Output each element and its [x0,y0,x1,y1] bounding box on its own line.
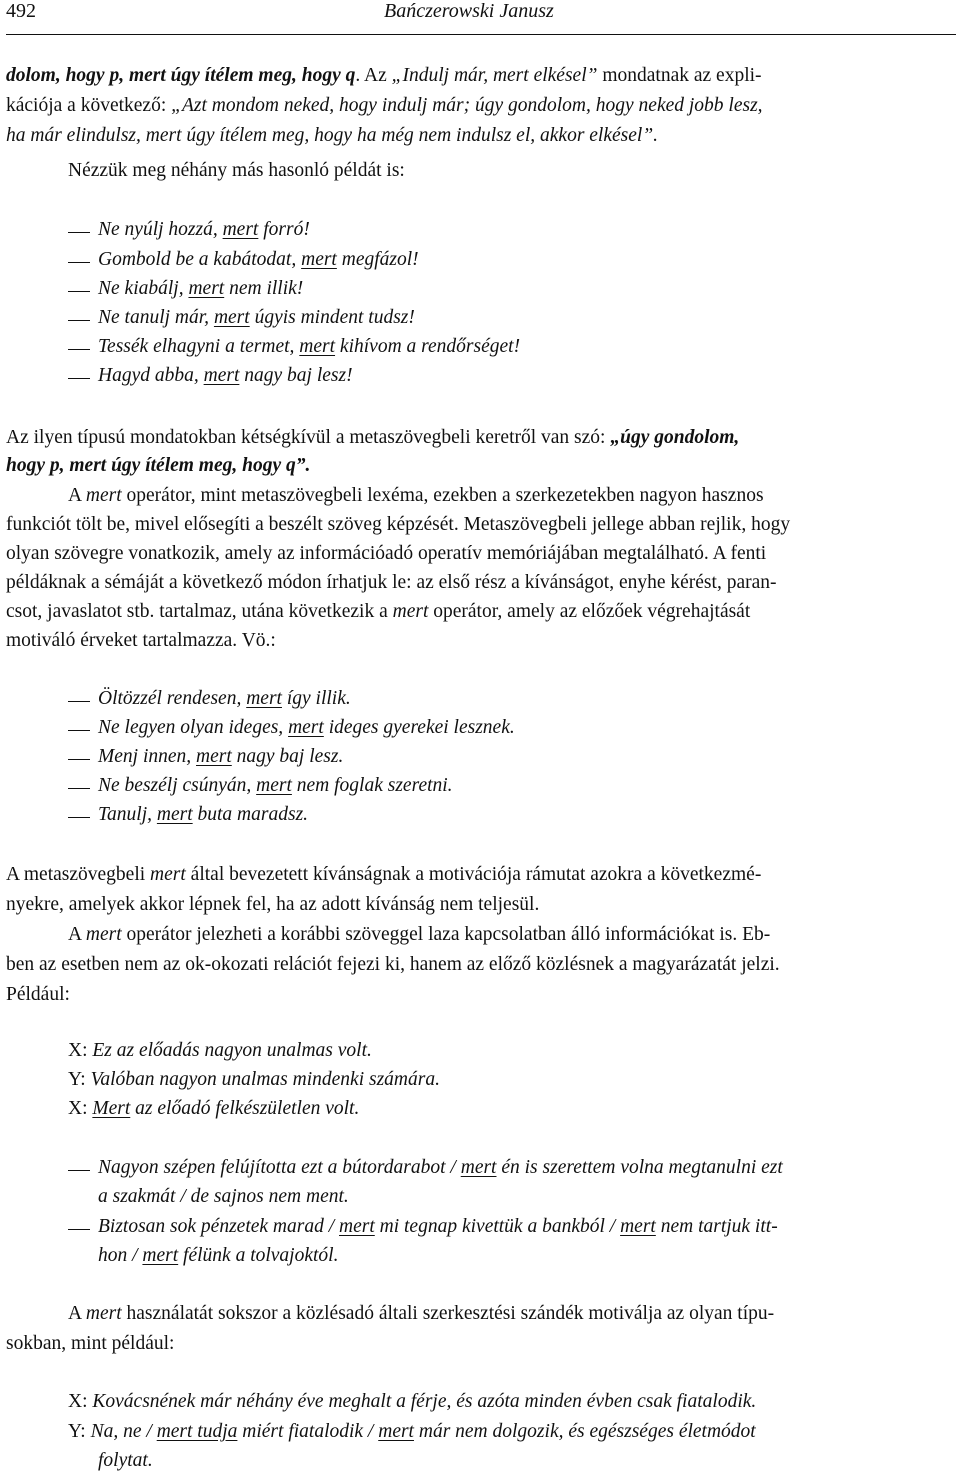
paragraph-3-line-3: A mert operátor jelezheti a korábbi szöveggel laza kapcsolatban álló információkat is. Eb- [68,924,771,945]
page-header [6,0,956,28]
list-item: Tanulj, mert buta maradsz. [98,804,309,825]
list-dash [68,759,90,760]
paragraph-3-line-1: A metaszövegbeli mert által bevezetett kívánságnak a motivációja rámutat azokra a következmé- [6,864,762,885]
list-item: X: Ez az előadás nagyon unalmas volt. [68,1040,372,1061]
list-dash [68,788,90,789]
list-dash [68,730,90,731]
running-author: Bańczerowski Janusz [384,0,554,22]
paragraph-1-line-2: kációja a következő: „Azt mondom neked, hogy indulj már; úgy gondolom, hogy neked jobb lesz, [6,95,763,116]
dialog-2-y: Y: Na, ne / mert tudja miért fiatalodik / mert már nem dolgozik, és egészséges életmódot [68,1421,756,1442]
paragraph-1-line-4: Nézzük meg néhány más hasonló példát is: [68,160,405,181]
list-3-item-2-line-2: hon / mert félünk a tolvajoktól. [98,1245,339,1266]
list-item: Ne kiabálj, mert nem illik! [98,278,304,299]
list-item: Hagyd abba, mert nagy baj lesz! [98,365,353,386]
paragraph-2-line-8: motiváló érveket tartalmazza. Vö.: [6,630,276,651]
list-dash [68,701,90,702]
paragraph-1-line-1: dolom, hogy p, mert úgy ítélem meg, hogy q. Az „Indulj már, mert elkésel” mondatnak az expli- [6,65,762,86]
list-3-item-2-line-1: Biztosan sok pénzetek marad / mert mi tegnap kivettük a bankból / mert nem tartjuk itt- [98,1216,778,1237]
list-dash [68,291,90,292]
list-item: Ne beszélj csúnyán, mert nem foglak szeretni. [98,775,453,796]
list-dash [68,349,90,350]
list-dash [68,1170,90,1171]
list-dash [68,320,90,321]
list-dash [68,1229,90,1230]
paragraph-3-line-5: Például: [6,984,70,1005]
list-dash [68,378,90,379]
paragraph-2-line-3: A mert operátor, mint metaszövegbeli lexéma, ezekben a szerkezetekben nagyon hasznos [68,485,764,506]
paragraph-3-line-4: ben az esetben nem az ok-okozati relációt fejezi ki, hanem az előző közlésnek a magyarázatát jelzi. [6,954,780,975]
list-item: Ne legyen olyan ideges, mert ideges gyerekei lesznek. [98,717,515,738]
list-dash [68,262,90,263]
list-dash [68,232,90,233]
paragraph-1-line-3: ha már elindulsz, mert úgy ítélem meg, hogy ha még nem indulsz el, akkor elkésel”. [6,125,659,146]
dialog-2-y-line-2: folytat. [98,1450,153,1471]
list-3-item-1-line-2: a szakmát / de sajnos nem ment. [98,1186,349,1207]
paragraph-4-line-2: sokban, mint például: [6,1333,175,1354]
list-item: Gombold be a kabátodat, mert megfázol! [98,249,419,270]
paragraph-4-line-1: A mert használatát sokszor a közlésadó általi szerkesztési szándék motiválja az olyan típu- [68,1303,775,1324]
list-item: X: Mert az előadó felkészületlen volt. [68,1098,360,1119]
list-item: Ne tanulj már, mert úgyis mindent tudsz! [98,307,415,328]
list-item: Öltözzél rendesen, mert így illik. [98,688,351,709]
paragraph-3-line-2: nyekre, amelyek akkor lépnek fel, ha az adott kívánság nem teljesül. [6,894,540,915]
list-item: Y: Valóban nagyon unalmas mindenki számára. [68,1069,440,1090]
paragraph-2-line-5: olyan szövegre vonatkozik, amely az információadó operatív memóriájában megtalálható. A fenti [6,543,767,564]
page-number: 492 [6,0,36,22]
paragraph-2-line-4: funkciót tölt be, mivel elősegíti a beszélt szöveg képzését. Metaszövegbeli jellege abban rejlik, hogy [6,514,791,535]
dialog-2-x: X: Kovácsnének már néhány éve meghalt a férje, és azóta minden évben csak fiatalodik. [68,1391,757,1412]
list-dash [68,817,90,818]
list-item: Ne nyúlj hozzá, mert forró! [98,219,310,240]
list-item: Menj innen, mert nagy baj lesz. [98,746,344,767]
header-rule [6,34,956,35]
paragraph-2-line-7: csot, javaslatot stb. tartalmaz, utána következik a mert operátor, amely az előzőek végrehajtását [6,601,751,622]
list-item: Tessék elhagyni a termet, mert kihívom a rendőrséget! [98,336,521,357]
paragraph-2-line-1: Az ilyen típusú mondatokban kétségkívül a metaszövegbeli keretről van szó: „úgy gondolom, [6,427,740,448]
paragraph-2-line-2: hogy p, mert úgy ítélem meg, hogy q”. [6,455,311,476]
list-3-item-1-line-1: Nagyon szépen felújította ezt a bútordarabot / mert én is szerettem volna megtanulni ezt [98,1157,783,1178]
paragraph-2-line-6: példáknak a sémáját a következő módon írhatjuk le: az első rész a kívánságot, enyhe kérést, paran- [6,572,777,593]
